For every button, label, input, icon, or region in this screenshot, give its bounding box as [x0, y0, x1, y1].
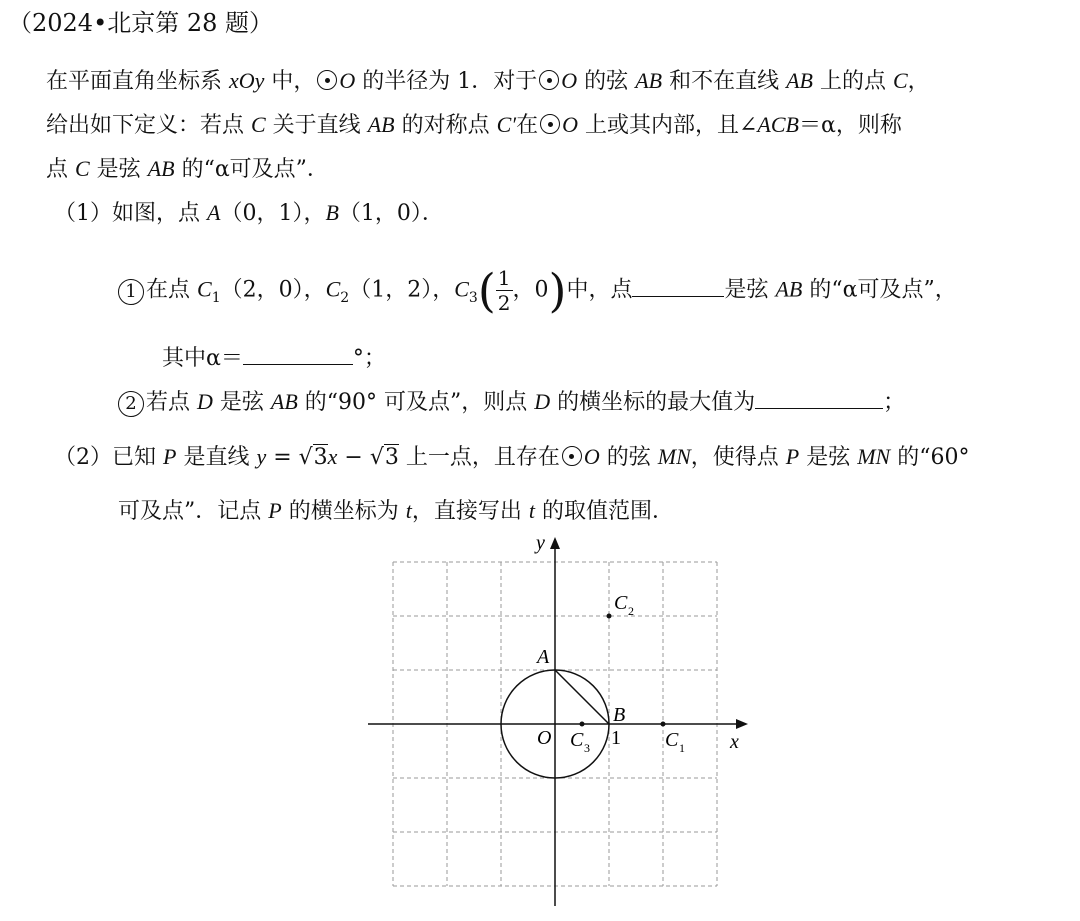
- point-C1: [661, 722, 666, 727]
- point-C3-subscript: 3: [584, 741, 590, 755]
- point-A-label: A: [537, 646, 550, 668]
- y-axis-arrow-icon: [550, 537, 560, 549]
- circled-number-2: 2: [118, 391, 144, 417]
- point-B-label: B: [613, 704, 626, 726]
- part2-line-2: 可及点”．记点 P 的横坐标为 t，直接写出 t 的取值范围．: [118, 498, 674, 524]
- question-1-line-1: 1 在点 $C_1(2$，0），$C_2(1$，2），$C_3$( $\frac{1}{2}$ ，0)中，点 是弦 AB 的“α可及点”，: [118, 266, 957, 315]
- part1-heading: （1）如图，点 A（0，1），B（1，0）．: [54, 200, 444, 226]
- point-C1-label: C: [665, 729, 679, 751]
- intro-line-1: 在平面直角坐标系 xOy 中， O 的半径为 1．对于 O 的弦 AB 和不在直线 AB 上的点 C，: [46, 68, 930, 94]
- y-axis-label: y: [536, 532, 545, 554]
- point-C2: [607, 614, 612, 619]
- origin-label: O: [537, 727, 552, 749]
- point-C3: [580, 722, 585, 727]
- point-C3-label: C: [570, 729, 584, 751]
- problem-source: （2024•北京第 28 题）: [8, 9, 274, 37]
- intro-line-3: 点 C 是弦 AB 的“α可及点”．: [46, 156, 329, 182]
- fraction-one-half: $\frac{1}{2}$: [497, 266, 511, 315]
- part2-line-1: （2）已知 P 是直线 y = √3x − √3 上一点，且存在 O 的弦 MN，使得点 P 是弦 MN 的“60°: [54, 444, 970, 470]
- question-1-line-2: 其中α＝ °；: [162, 340, 386, 374]
- point-C2-label: C: [614, 592, 628, 614]
- circled-number-1: 1: [118, 279, 144, 305]
- point-C2-subscript: 2: [628, 604, 634, 618]
- tick-one-label: 1: [611, 727, 621, 749]
- x-axis-label: x: [730, 731, 739, 753]
- point-C1-subscript: 1: [679, 741, 685, 755]
- intro-line-2: 给出如下定义：若点 C 关于直线 AB 的对称点 C′在 O 上或其内部，且∠ACB＝α，则称: [46, 112, 902, 138]
- x-axis-arrow-icon: [736, 719, 748, 729]
- question-2-line: 2 若点 D 是弦 AB 的“90° 可及点”，则点 D 的横坐标的最大值为 ；: [118, 384, 905, 418]
